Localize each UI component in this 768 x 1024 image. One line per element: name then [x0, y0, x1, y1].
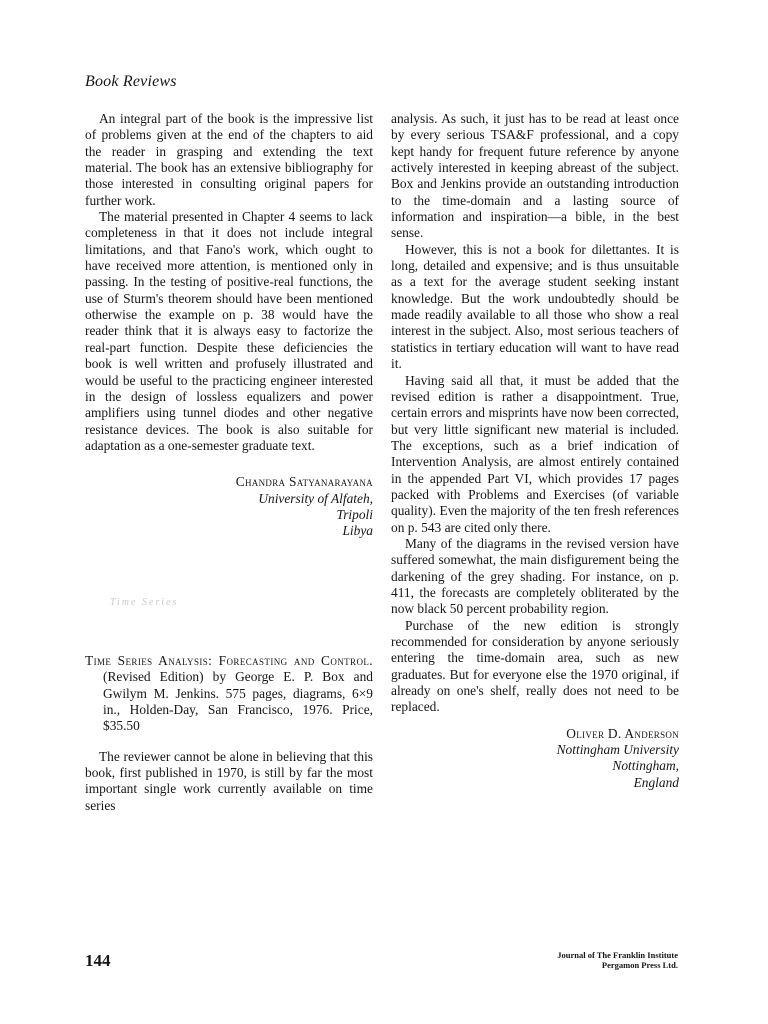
reviewer-name: Chandra Satyanarayana	[235, 474, 373, 490]
left-column	[85, 111, 373, 814]
reviewer-city: Tripoli	[336, 506, 373, 522]
running-header: Book Reviews	[85, 73, 177, 90]
right-column	[391, 111, 679, 791]
reviewer-affiliation: University of Alfateh,	[258, 490, 373, 506]
paragraph: An integral part of the book is the impressive list of problems given at the end of the chapters to aid the reader in grasping and extending the text material. The book has an extensive bibliography for those interested in consulting original papers for further work.	[85, 111, 373, 208]
paragraph: Having said all that, it must be added that the revised edition is rather a disappointment. True, certain errors and misprints have now been corrected, but very little significant new material is included. The exceptions, such as a brief indication of Intervention Analysis, are almost entirely contained in the appended Part VI, which provides 17 pages packed with Problems and Exercises (of variable quality). Even the majority of the ten fresh references on p. 543 are cited only there.	[391, 372, 679, 535]
journal-name: Journal of The Franklin Institute	[557, 950, 678, 960]
reviewer-city: Nottingham,	[612, 758, 679, 774]
reviewer-country: England	[633, 774, 679, 790]
reviewer-signature	[85, 474, 373, 539]
page-number: 144	[85, 951, 111, 970]
paragraph: analysis. As such, it just has to be read at least once by every serious TSA&F professional, and a copy kept handy for frequent future reference by anyone actively interested in keeping abreast of the subject. Box and Jenkins provide an outstanding introduction to the time-domain and a lasting source of information and inspiration—a bible, in the best sense.	[391, 111, 679, 241]
reviewer-name: Oliver D. Anderson	[566, 725, 679, 741]
reviewer-country: Libya	[342, 523, 373, 539]
paragraph: Many of the diagrams in the revised version have suffered somewhat, the main disfigurement being the darkening of the grey shading. For instance, on p. 411, the forecasts are completely obliterated by the now black 50 percent probability region.	[391, 535, 679, 617]
book-details: (Revised Edition) by George E. P. Box and Gwilym M. Jenkins. 575 pages, diagrams, 6×9 in., Holden-Day, San Francisco, 1976. Price, $35.50	[103, 669, 373, 734]
publisher-name: Pergamon Press Ltd.	[601, 960, 678, 970]
book-title: Time Series Analysis: Forecasting and Control.	[85, 652, 373, 668]
journal-credit	[557, 950, 678, 970]
paragraph: The reviewer cannot be alone in believing that this book, first published in 1970, is still by far the most important single work currently available on time series	[85, 748, 373, 813]
paragraph: The material presented in Chapter 4 seems to lack completeness in that it does not include integral limitations, and that Fano's work, which ought to have received more attention, is mentioned only in passing. In the testing of positive-real functions, the use of Sturm's theorem should have been mentioned otherwise the example on p. 38 would have the reader think that it is always easy to factorize the real-part function. Despite these deficiencies the book is well written and profusely illustrated and would be useful to the practicing engineer interested in the design of lossless equalizers and power amplifiers using tunnel diodes and other negative resistance devices. The book is also suitable for adaptation as a one-semester graduate text.	[85, 209, 373, 453]
book-citation	[85, 653, 373, 735]
faded-bleedthrough-text: Time Series	[110, 596, 179, 608]
reviewer-affiliation: Nottingham University	[556, 742, 679, 758]
paragraph: Purchase of the new edition is strongly recommended for consideration by anyone seriously entering the time-domain area, such as new graduates. But for everyone else the 1970 original, if already on one's shelf, really does not need to be replaced.	[391, 617, 679, 715]
paragraph: However, this is not a book for dilettantes. It is long, detailed and expensive; and is thus unsuitable as a text for the average student seeking instant knowledge. But the work undoubtedly should be made readily available to all those who show a real interest in the subject. Also, most serious teachers of statistics in tertiary education will want to have read it.	[391, 241, 679, 372]
reviewer-signature	[391, 726, 679, 791]
